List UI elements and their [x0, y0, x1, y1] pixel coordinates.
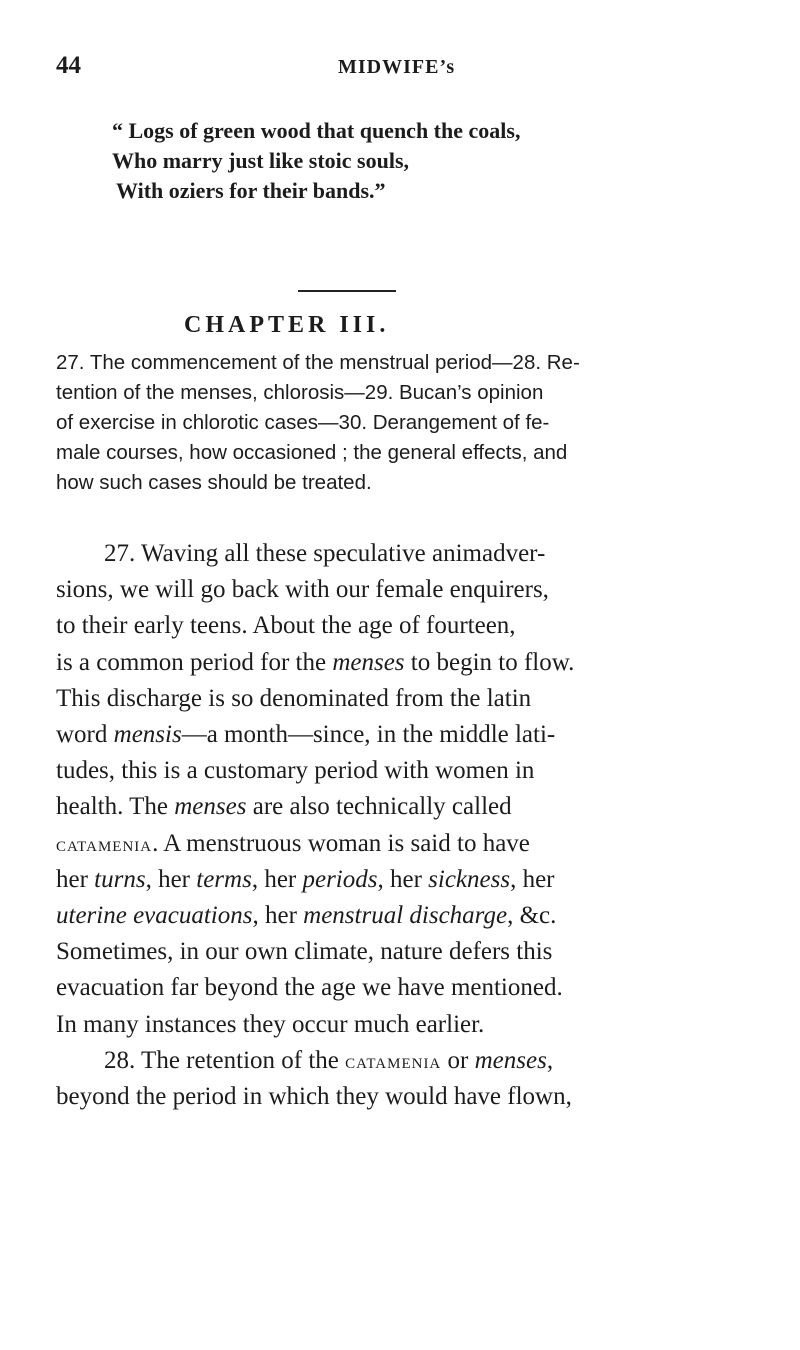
paragraph-line: tudes, this is a customary period with women in	[56, 757, 535, 785]
paragraph-line: is a common period for the menses to begin to flow.	[56, 648, 575, 676]
chapter-title: CHAPTER III.	[184, 312, 390, 338]
paragraph-line: 27. Waving all these speculative animadver-	[104, 540, 546, 567]
paragraph-line: beyond the period in which they would have flown,	[56, 1083, 572, 1111]
summary-line: how such cases should be treated.	[56, 471, 372, 494]
paragraph-line: word mensis—a month—since, in the middle lati-	[56, 721, 556, 749]
verse-line: With oziers for their bands.”	[116, 178, 386, 203]
page-header	[0, 52, 800, 92]
paragraph-line: health. The menses are also technically called	[56, 793, 512, 821]
paragraph-line: uterine evacuations, her menstrual discharge, &c.	[56, 902, 557, 930]
verse-quote	[112, 116, 520, 206]
paragraph-line: sions, we will go back with our female enquirers,	[56, 576, 549, 604]
summary-line: tention of the menses, chlorosis—29. Bucan’s opinion	[56, 381, 544, 404]
summary-line: of exercise in chlorotic cases—30. Derangement of fe-	[56, 411, 550, 434]
paragraph-line: This discharge is so denominated from the latin	[56, 684, 532, 712]
paragraph-line: In many instances they occur much earlier.	[56, 1010, 485, 1038]
paragraph-line: to their early teens. About the age of fourteen,	[56, 612, 516, 640]
paragraph-line: catamenia. A menstruous woman is said to have	[56, 829, 530, 857]
running-head: MIDWIFE’s	[338, 56, 456, 78]
verse-line: “ Logs of green wood that quench the coals,	[112, 118, 521, 143]
paragraph-line: Sometimes, in our own climate, nature defers this	[56, 938, 553, 966]
paragraph-line: evacuation far beyond the age we have mentioned.	[56, 974, 563, 1002]
summary-line: 27. The commencement of the menstrual period—28. Re-	[56, 351, 580, 374]
body-text	[56, 536, 756, 1115]
chapter-summary	[56, 348, 750, 498]
verse-line: Who marry just like stoic souls,	[112, 148, 409, 173]
page-number: 44	[56, 52, 81, 79]
paragraph-line: her turns, her terms, her periods, her sickness, her	[56, 865, 555, 893]
paragraph-line: 28. The retention of the catamenia or menses,	[104, 1046, 554, 1074]
section-divider	[298, 290, 396, 292]
summary-line: male courses, how occasioned ; the general effects, and	[56, 441, 568, 464]
